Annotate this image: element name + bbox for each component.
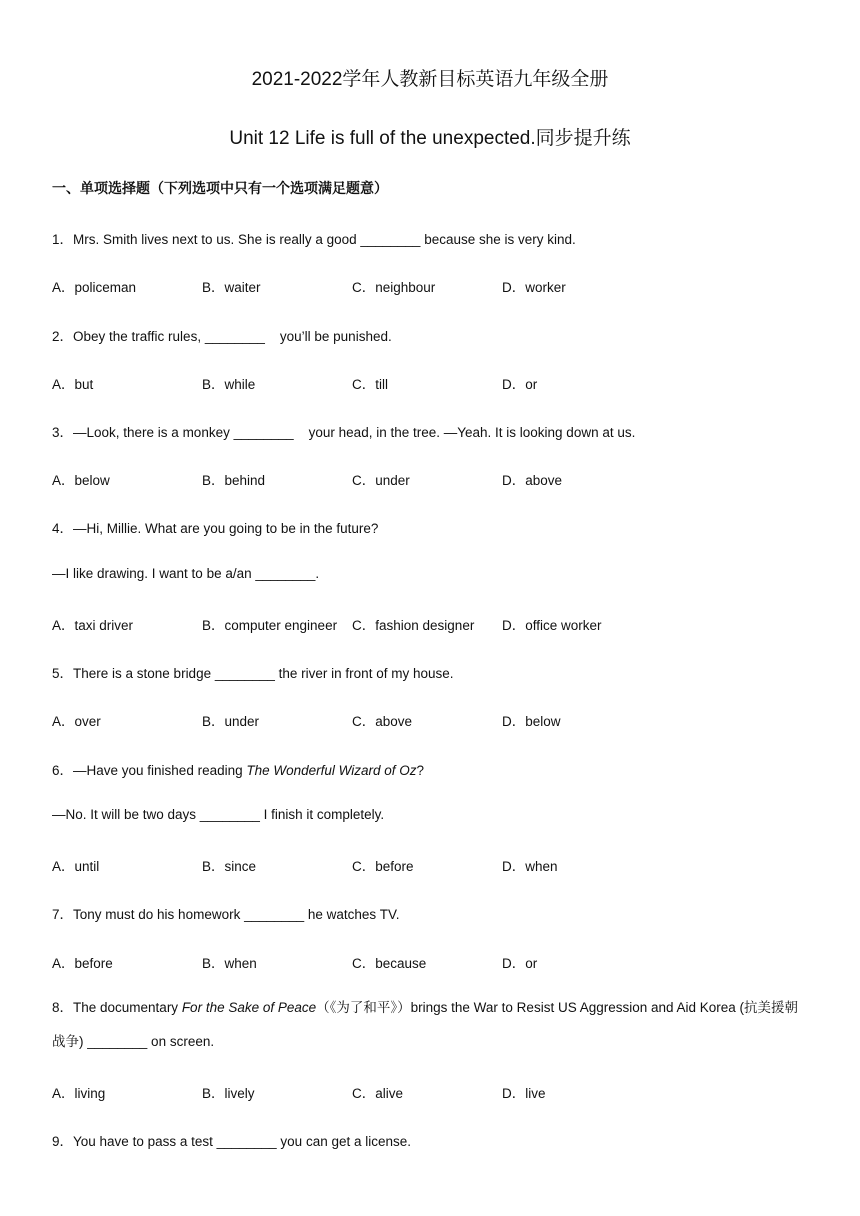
option-d[interactable]: D．or <box>502 956 538 971</box>
option-a[interactable]: A．until <box>52 859 100 874</box>
question-2-options <box>52 373 812 393</box>
option-b[interactable]: B．while <box>202 377 256 392</box>
question-8-stem <box>52 991 808 1059</box>
question-6-stem-end: ? <box>416 763 425 778</box>
question-9-stem: 9．You have to pass a test ________ you can get a license. <box>52 1134 412 1149</box>
option-d[interactable]: D．office worker <box>502 618 602 633</box>
option-a[interactable]: A．living <box>52 1086 106 1101</box>
question-7-options <box>52 952 812 972</box>
question-1-options <box>52 276 812 296</box>
option-c[interactable]: C．neighbour <box>352 280 436 295</box>
question-6-stem <box>52 759 812 779</box>
option-a[interactable]: A．below <box>52 473 110 488</box>
option-c[interactable]: C．above <box>352 714 413 729</box>
section-heading: 一、单项选择题（下列选项中只有一个选项满足题意） <box>52 180 388 196</box>
option-b[interactable]: B．waiter <box>202 280 261 295</box>
option-d[interactable]: D．live <box>502 1086 546 1101</box>
option-d[interactable]: D．below <box>502 714 561 729</box>
option-c[interactable]: C．alive <box>352 1086 404 1101</box>
document-title: 2021-2022学年人教新目标英语九年级全册 <box>251 69 609 90</box>
option-d[interactable]: D．above <box>502 473 563 488</box>
option-a[interactable]: A．taxi driver <box>52 618 134 633</box>
question-3-options <box>52 469 812 489</box>
question-5-stem: 5．There is a stone bridge ________ the river in front of my house. <box>52 666 454 681</box>
question-2-stem: 2．Obey the traffic rules, ________ you’ll be punished. <box>52 329 392 344</box>
option-b[interactable]: B．computer engineer <box>202 618 338 633</box>
book-title: The Wonderful Wizard of Oz <box>246 763 417 778</box>
question-8-options <box>52 1082 812 1102</box>
option-b[interactable]: B．behind <box>202 473 266 488</box>
option-b[interactable]: B．under <box>202 714 260 729</box>
document-subtitle: Unit 12 Life is full of the unexpected.同步提升练 <box>229 128 631 149</box>
option-a[interactable]: A．policeman <box>52 280 137 295</box>
option-b[interactable]: B．when <box>202 956 257 971</box>
option-c[interactable]: C．because <box>352 956 427 971</box>
option-a[interactable]: A．before <box>52 956 113 971</box>
option-a[interactable]: A．but <box>52 377 94 392</box>
option-d[interactable]: D．or <box>502 377 538 392</box>
option-b[interactable]: B．since <box>202 859 257 874</box>
question-6-stem-start: 6．—Have you finished reading <box>52 763 247 778</box>
question-4-stem: 4．—Hi, Millie. What are you going to be in the future? <box>52 521 379 536</box>
option-c[interactable]: C．before <box>352 859 414 874</box>
option-d[interactable]: D．worker <box>502 280 566 295</box>
question-6-options <box>52 855 812 875</box>
documentary-title: For the Sake of Peace <box>181 1000 317 1015</box>
option-a[interactable]: A．over <box>52 714 101 729</box>
question-7-stem: 7．Tony must do his homework ________ he watches TV. <box>52 907 400 922</box>
question-8-stem-end: （《为了和平》）brings the War to Resist US Aggression and Aid Korea (抗美援朝战争) ________ on screen. <box>52 1000 799 1049</box>
question-6-stem-response: —No. It will be two days ________ I finish it completely. <box>52 807 385 822</box>
option-c[interactable]: C．under <box>352 473 410 488</box>
option-c[interactable]: C．fashion designer <box>352 618 475 633</box>
option-b[interactable]: B．lively <box>202 1086 255 1101</box>
question-4-options <box>52 614 812 634</box>
option-c[interactable]: C．till <box>352 377 388 392</box>
question-3-stem: 3．—Look, there is a monkey ________ your head, in the tree. —Yeah. It is looking down at us. <box>52 425 636 440</box>
question-5-options <box>52 710 812 730</box>
option-d[interactable]: D．when <box>502 859 558 874</box>
question-4-stem-response: —I like drawing. I want to be a/an ________. <box>52 566 320 581</box>
question-8-stem-start: 8．The documentary <box>52 1000 182 1015</box>
question-1-stem: 1．Mrs. Smith lives next to us. She is really a good ________ because she is very kind. <box>52 232 576 247</box>
